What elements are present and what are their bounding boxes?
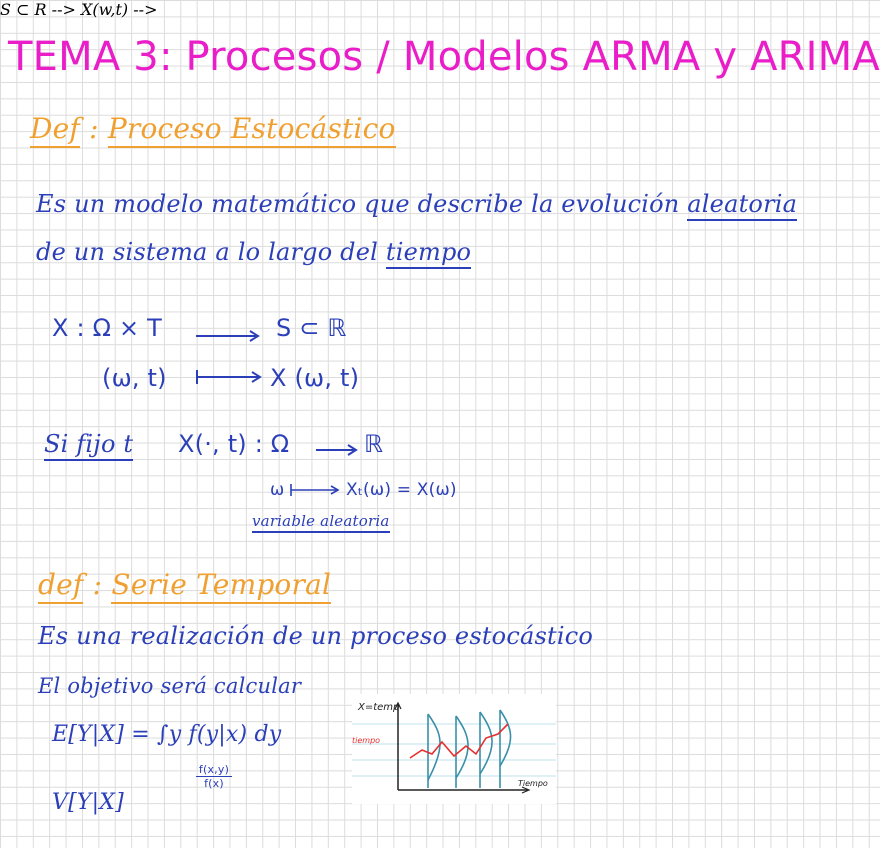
fix-t-sub-right: Xₜ(ω) = X(ω)	[346, 480, 457, 500]
fix-t-map-right: ℝ	[364, 430, 384, 458]
formula-mapping-left: X : Ω × T	[52, 314, 162, 342]
definition-separator: :	[89, 112, 99, 145]
page-title: TEMA 3: Procesos / Modelos ARMA y ARIMA	[8, 34, 880, 80]
random-variable-text: variable aleatoria	[252, 512, 390, 533]
underlined-word-aleatoria: aleatoria	[687, 190, 797, 221]
graph-x-label: Tiempo	[518, 779, 548, 788]
definition-title-2: Serie Temporal	[111, 568, 331, 604]
underlined-word-tiempo: tiempo	[386, 238, 471, 269]
definition-label: Def	[30, 112, 80, 148]
definition-text-part: Es un modelo matemático que describe la evolución	[36, 190, 688, 218]
definition-text-part: de un sistema a lo largo del	[36, 238, 386, 266]
formula-mapping-right: S ⊂ ℝ	[276, 314, 347, 342]
fix-t-text: Si fijo t	[44, 430, 133, 461]
time-series-sketch-svg	[352, 694, 556, 804]
conditional-variance-formula: V[Y|X]	[52, 790, 124, 815]
fraction-numerator: f(x,y)	[196, 763, 232, 777]
fix-t-sub-left: ω	[270, 480, 285, 500]
right-arrow-icon	[316, 444, 360, 456]
trend-line	[410, 724, 508, 758]
definition-separator-2: :	[92, 568, 103, 601]
fraction-denominator: f(x)	[204, 777, 224, 790]
definition-heading-2	[38, 568, 331, 601]
density-fraction	[196, 763, 232, 790]
random-variable-note	[252, 512, 390, 530]
maps-to-arrow-icon	[196, 370, 264, 384]
long-right-arrow-icon	[196, 330, 262, 342]
definition-heading	[30, 112, 396, 145]
fix-t-map-left: X(·, t) : Ω	[178, 430, 290, 458]
definition-text-line-1	[36, 190, 797, 218]
graph-level-label: tiempo	[352, 736, 381, 745]
graph-y-label: X=temp	[358, 702, 400, 713]
maps-to-arrow-small-icon	[290, 484, 342, 496]
time-series-definition: Es una realización de un proceso estocástico	[38, 622, 594, 650]
definition-text-line-2	[36, 238, 471, 266]
definition-title: Proceso Estocástico	[108, 112, 396, 148]
fix-t-label	[44, 430, 133, 458]
formula-point-left: (ω, t)	[102, 364, 167, 392]
time-series-sketch	[352, 694, 556, 804]
definition-label-2: def	[38, 568, 83, 604]
conditional-expectation-formula: E[Y|X] = ∫y f(y|x) dy	[52, 722, 282, 747]
objective-text: El objetivo será calcular	[38, 674, 302, 698]
formula-point-right: X (ω, t)	[270, 364, 360, 392]
